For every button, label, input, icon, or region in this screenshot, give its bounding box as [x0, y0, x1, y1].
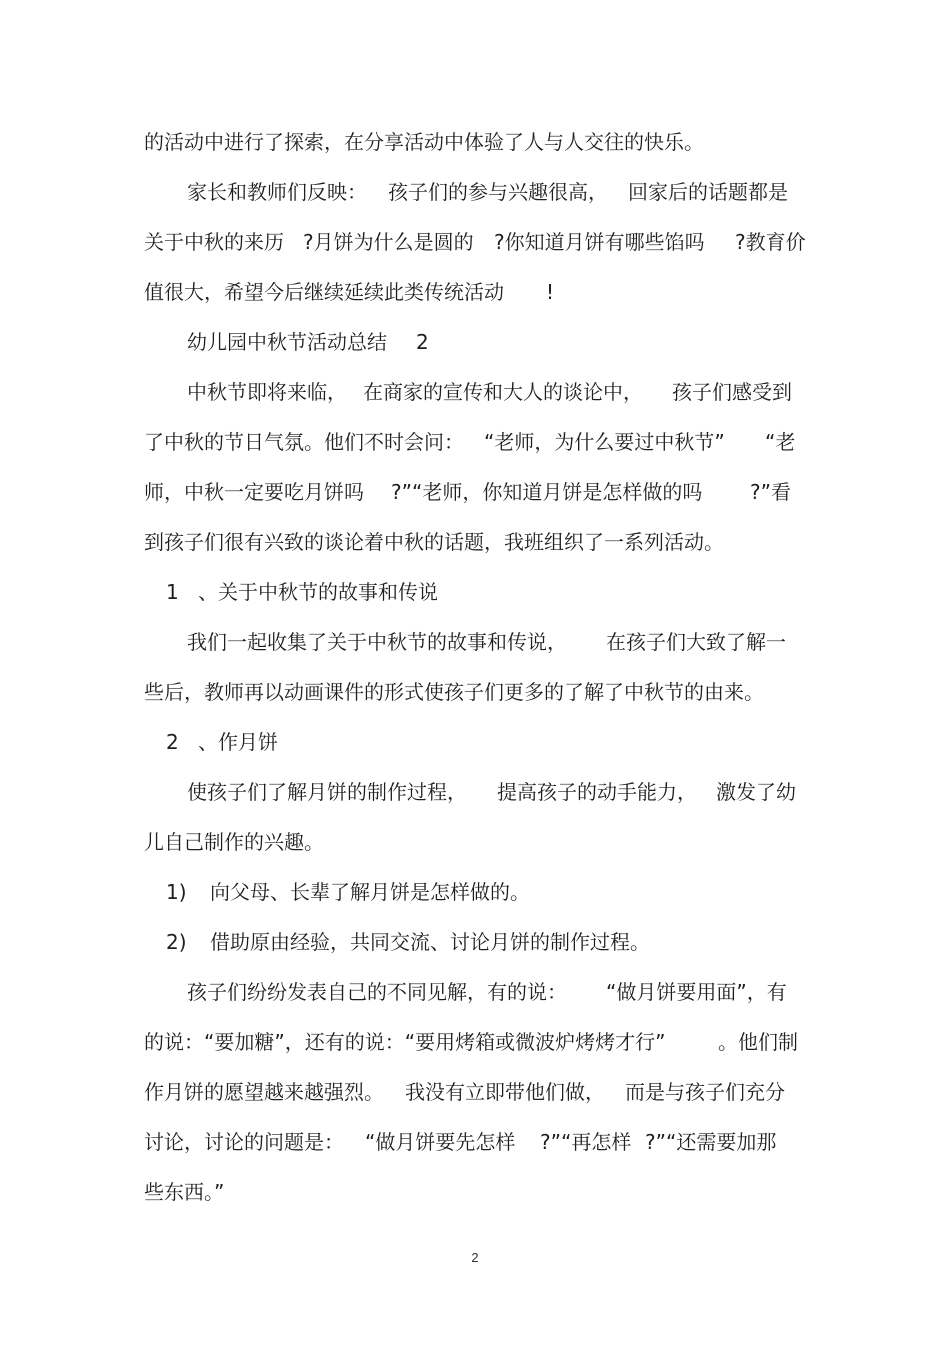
text-line [0, 625, 950, 659]
text-line [0, 225, 950, 259]
text-run: 在孩子们大致了解一 [606, 630, 786, 654]
list-heading [0, 725, 950, 759]
text-run: “做月饼要先怎样 [365, 1130, 516, 1154]
text-run: 孩子们的参与兴趣很高， [388, 180, 608, 204]
list-item [0, 875, 950, 909]
text-run: 儿自己制作的兴趣。 [144, 830, 324, 854]
text-run: 讨论，讨论的问题是： [144, 1130, 344, 1154]
text-run: 师，中秋一定要吃月饼吗 [144, 480, 364, 504]
text-line [0, 675, 950, 709]
text-run: 使孩子们了解月饼的制作过程， [187, 780, 467, 804]
text-run: 家长和教师们反映： [187, 180, 367, 204]
text-run: ! [546, 280, 555, 304]
text-line [0, 1075, 950, 1109]
text-run: 、关于中秋节的故事和传说 [198, 580, 438, 604]
text-run: 提高孩子的动手能力， [497, 780, 697, 804]
text-run: 的活动中进行了探索，在分享活动中体验了人与人交往的快乐。 [144, 130, 704, 154]
text-run: 了中秋的节日气氛。他们不时会问： [144, 430, 464, 454]
list-heading [0, 575, 950, 609]
text-run: 。他们制 [718, 1030, 798, 1054]
text-run: 借助原由经验，共同交流、讨论月饼的制作过程。 [210, 930, 650, 954]
text-run: 孩子们感受到 [672, 380, 792, 404]
text-run: 孩子们纷纷发表自己的不同见解，有的说： [187, 980, 567, 1004]
text-line [0, 1125, 950, 1159]
text-run: 的说：“要加糖”，还有的说：“要用烤箱或微波炉烤烤才行” [144, 1030, 666, 1054]
text-run: ?”“再怎样 [540, 1130, 632, 1154]
text-run: ?你知道月饼有哪些馅吗 [494, 230, 705, 254]
text-run: 些后，教师再以动画课件的形式使孩子们更多的了解了中秋节的由来。 [144, 680, 764, 704]
text-line [0, 1175, 950, 1209]
list-item [0, 925, 950, 959]
text-run: 我们一起收集了关于中秋节的故事和传说， [187, 630, 567, 654]
text-run: 幼儿园中秋节活动总结 [187, 330, 387, 354]
text-run: 关于中秋的来历 [144, 230, 284, 254]
text-run: 作月饼的愿望越来越强烈。 [144, 1080, 384, 1104]
text-line [0, 975, 950, 1009]
text-run: 中秋节即将来临， [187, 380, 347, 404]
text-line [0, 175, 950, 209]
text-run: 我没有立即带他们做， [405, 1080, 605, 1104]
section-heading [0, 325, 950, 359]
text-run: 激发了幼 [716, 780, 796, 804]
text-run: 2 [416, 330, 429, 354]
text-run: “做月饼要用面”，有 [606, 980, 787, 1004]
text-line [0, 1025, 950, 1059]
list-number: 1) [166, 880, 187, 904]
text-run: 而是与孩子们充分 [625, 1080, 785, 1104]
text-line [0, 475, 950, 509]
text-line [0, 775, 950, 809]
list-number: 1 [166, 580, 179, 604]
text-line [0, 375, 950, 409]
text-run: 些东西。” [144, 1180, 225, 1204]
text-run: ?”看 [750, 480, 791, 504]
text-run: “老师，为什么要过中秋节” [484, 430, 725, 454]
text-run: “老 [765, 430, 796, 454]
text-run: ?月饼为什么是圆的 [303, 230, 474, 254]
list-number: 2) [166, 930, 187, 954]
text-run: 值很大，希望今后继续延续此类传统活动 [144, 280, 504, 304]
text-run: ?教育价 [735, 230, 806, 254]
text-run: ?”“还需要加那 [645, 1130, 777, 1154]
text-run: 向父母、长辈了解月饼是怎样做的。 [210, 880, 530, 904]
page-number: 2 [471, 1250, 479, 1265]
text-line [0, 125, 950, 159]
text-run: 到孩子们很有兴致的谈论着中秋的话题，我班组织了一系列活动。 [144, 530, 724, 554]
text-line [0, 425, 950, 459]
text-line [0, 825, 950, 859]
list-number: 2 [166, 730, 179, 754]
text-run: 、作月饼 [198, 730, 278, 754]
text-run: 在商家的宣传和大人的谈论中， [363, 380, 643, 404]
text-line [0, 275, 950, 309]
text-run: ?”“老师，你知道月饼是怎样做的吗 [391, 480, 703, 504]
text-run: 回家后的话题都是 [628, 180, 788, 204]
text-line [0, 525, 950, 559]
